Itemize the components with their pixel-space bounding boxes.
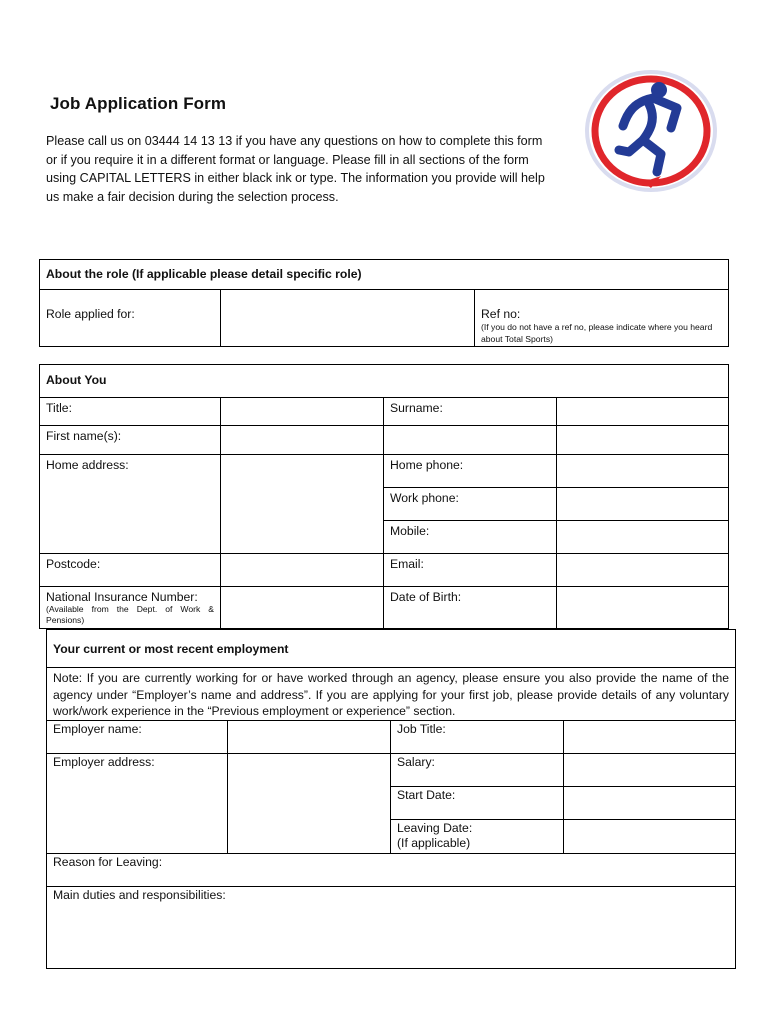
reason-for-leaving-field[interactable] [47, 853, 736, 886]
home-address-label: Home address: [40, 455, 221, 554]
start-date-label: Start Date: [391, 786, 564, 819]
role-applied-label: Role applied for: [40, 290, 221, 347]
ref-no-label: Ref no: [481, 307, 521, 321]
work-phone-field[interactable] [557, 488, 729, 521]
employment-table [46, 629, 736, 969]
home-phone-label: Home phone: [384, 455, 557, 488]
role-applied-field[interactable] [221, 290, 475, 347]
about-you-table [39, 364, 729, 629]
mobile-label: Mobile: [384, 521, 557, 554]
main-duties-field[interactable] [47, 886, 736, 968]
employer-address-label: Employer address: [47, 753, 228, 853]
intro-line: or if you require it in a different format or language. Please fill in all sections of the form [46, 152, 529, 167]
leaving-date-label: Leaving Date: [397, 820, 473, 835]
dob-field[interactable] [557, 587, 729, 629]
surname-label: Surname: [384, 398, 557, 426]
about-role-heading: About the role (If applicable please detail specific role) [40, 260, 729, 290]
reason-for-leaving-label: Reason for Leaving: [53, 854, 163, 869]
ref-no-note: (If you do not have a ref no, please indicate where you heard about Total Sports) [481, 322, 713, 344]
home-address-field[interactable] [221, 455, 384, 554]
leaving-date-note: (If applicable) [397, 835, 471, 850]
ni-number-cell [40, 587, 221, 629]
job-title-field[interactable] [564, 720, 736, 753]
first-name-label: First name(s): [40, 426, 221, 455]
title-label: Title: [40, 398, 221, 426]
title-field[interactable] [221, 398, 384, 426]
postcode-label: Postcode: [40, 554, 221, 587]
main-duties-label: Main duties and responsibilities: [53, 887, 226, 902]
intro-text [46, 132, 566, 207]
leaving-date-cell [391, 819, 564, 853]
about-role-table [39, 259, 729, 347]
work-phone-label: Work phone: [384, 488, 557, 521]
email-label: Email: [384, 554, 557, 587]
dob-label: Date of Birth: [384, 587, 557, 629]
employer-name-label: Employer name: [47, 720, 228, 753]
leaving-date-field[interactable] [564, 819, 736, 853]
first-name-field-extra-2[interactable] [557, 426, 729, 455]
employer-address-field[interactable] [228, 753, 391, 853]
mobile-field[interactable] [557, 521, 729, 554]
page-title: Job Application Form [50, 94, 227, 113]
surname-field[interactable] [557, 398, 729, 426]
job-title-label: Job Title: [391, 720, 564, 753]
ni-number-note: (Available from the Dept. of Work & Pensions) [46, 604, 214, 625]
ni-number-field[interactable] [221, 587, 384, 629]
running-figure-icon [583, 68, 719, 194]
about-you-heading: About You [40, 365, 729, 398]
intro-line: using CAPITAL LETTERS in either black ink or type. The information you provide will help [46, 171, 545, 186]
home-phone-field[interactable] [557, 455, 729, 488]
salary-label: Salary: [391, 753, 564, 786]
first-name-field-extra[interactable] [384, 426, 557, 455]
postcode-field[interactable] [221, 554, 384, 587]
email-field[interactable] [557, 554, 729, 587]
ref-no-field[interactable] [475, 290, 729, 347]
intro-line: us make a fair decision during the selection process. [46, 190, 339, 205]
agency-note: Note: If you are currently working for or have worked through an agency, please ensure you also provide the name of the agency under “Employer’s name and address”. If you are applying for your first job, please provide details of any voluntary work/work experience in the “Previous employment or experience” section. [47, 668, 736, 721]
start-date-field[interactable] [564, 786, 736, 819]
employment-heading: Your current or most recent employment [47, 630, 736, 668]
first-name-field[interactable] [221, 426, 384, 455]
employer-name-field[interactable] [228, 720, 391, 753]
salary-field[interactable] [564, 753, 736, 786]
ni-number-label: National Insurance Number: [46, 590, 198, 604]
intro-line: Please call us on 03444 14 13 13 if you have any questions on how to complete this form [46, 134, 543, 148]
